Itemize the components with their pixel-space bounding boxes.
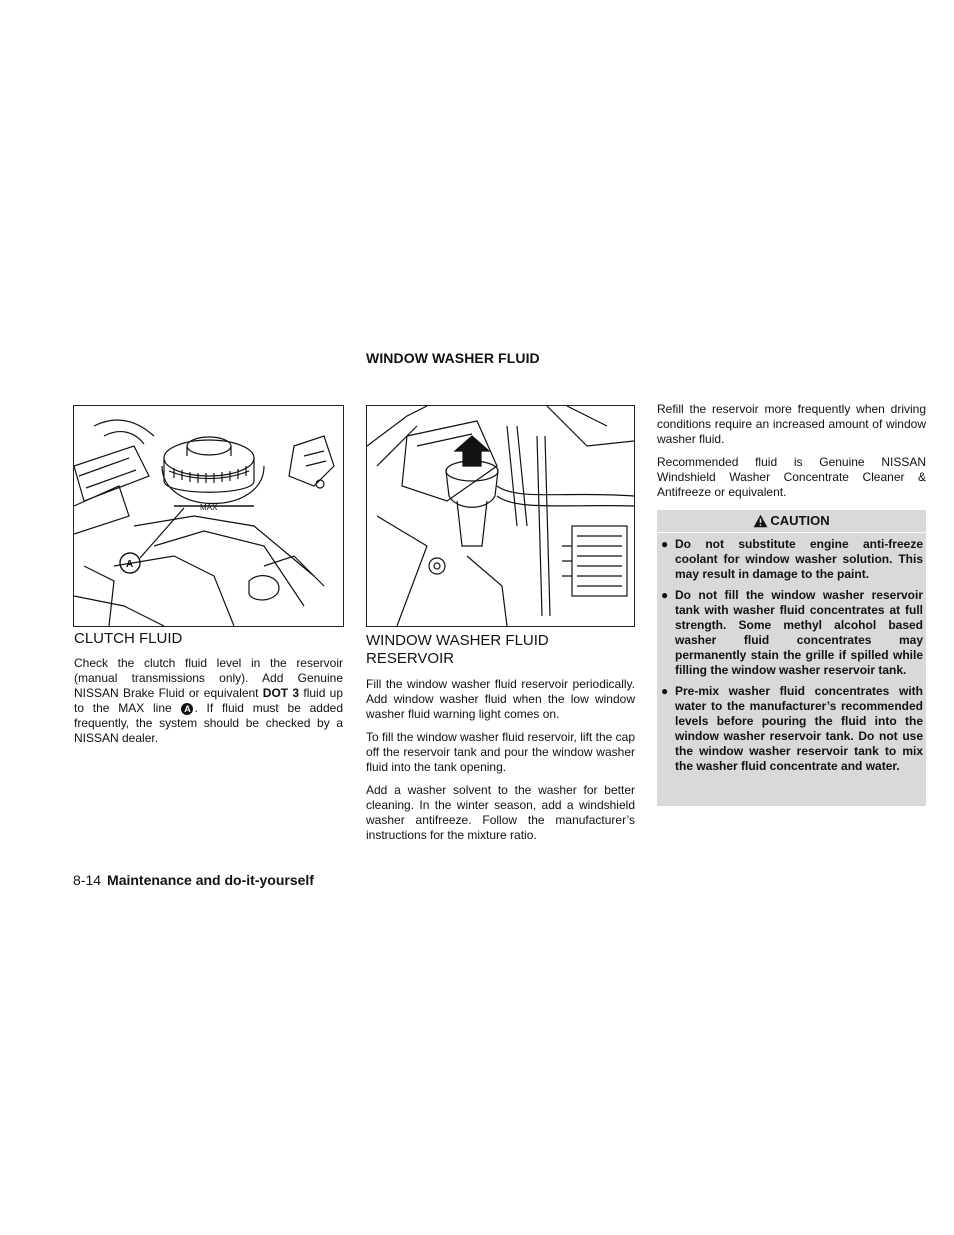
caution-item-text: Do not fill the window washer reservoir tank with washer fluid concentrates at full strength. Some methyl alcohol based washer fluid concentrates may permanently stain the grille if spilled while filling the window washer reservoir tank. xyxy=(675,588,923,677)
section-heading: WINDOW WASHER FLUID xyxy=(366,350,540,366)
caution-item xyxy=(661,684,923,774)
caution-item xyxy=(661,537,923,582)
washer-paragraph: Fill the window washer fluid reservoir periodically. Add window washer fluid when the low window washer fluid warning light comes on. xyxy=(366,677,635,721)
dot3-text: DOT 3 xyxy=(262,686,300,700)
clutch-body-post: . If fluid must be added frequently, the system should be checked by a NISSAN dealer. xyxy=(74,701,343,745)
caution-item xyxy=(661,588,923,678)
max-label: MAX xyxy=(200,503,218,512)
washer-reservoir-title: WINDOW WASHER FLUID RESERVOIR xyxy=(366,632,549,667)
caution-title: CAUTION xyxy=(770,513,830,528)
clutch-fluid-title: CLUTCH FLUID xyxy=(74,630,183,647)
caution-item-text: Do not substitute engine anti-freeze coolant for window washer solution. This may result in damage to the paint. xyxy=(675,537,923,581)
washer-reservoir-illustration xyxy=(366,405,635,627)
right-paragraph: Refill the reservoir more frequently when driving conditions require an increased amount of window washer fluid. xyxy=(657,402,926,446)
page-footer xyxy=(73,872,314,888)
clutch-reservoir-illustration xyxy=(73,405,344,627)
callout-a-ref: A xyxy=(181,703,193,715)
caution-header xyxy=(657,510,926,533)
clutch-body-pre: Check the clutch fluid level in the reservoir (manual transmissions only). Add Genuine NISSAN Brake Fluid or equivalent xyxy=(74,656,343,700)
right-paragraph: Recommended fluid is Genuine NISSAN Windshield Washer Concentrate Cleaner & Antifreeze or equivalent. xyxy=(657,455,926,499)
caution-list xyxy=(657,533,926,774)
caution-box xyxy=(657,510,926,806)
warning-triangle-icon xyxy=(753,514,768,528)
washer-reservoir-body xyxy=(366,677,635,843)
bullet-icon: ● xyxy=(661,537,669,551)
caution-item-text: Pre-mix washer fluid concentrates with water to the manufacturer’s recommended levels before pouring the fluid into the window washer reservoir tank. Do not use the window washer reservoir tank to mix the washer fluid concentrate and water. xyxy=(675,684,923,773)
page-number: 8-14 xyxy=(73,872,102,888)
callout-a: A xyxy=(126,559,134,570)
chapter-title: Maintenance and do-it-yourself xyxy=(107,872,314,888)
clutch-body-mid: fluid up to the MAX line xyxy=(74,686,343,715)
clutch-fluid-body xyxy=(74,656,343,746)
right-column-body xyxy=(657,402,926,500)
bullet-icon: ● xyxy=(661,588,669,602)
washer-paragraph: Add a washer solvent to the washer for better cleaning. In the winter season, add a windshield washer antifreeze. Follow the manufacturer’s instructions for the mixture ratio. xyxy=(366,783,635,842)
bullet-icon: ● xyxy=(661,684,669,698)
washer-paragraph: To fill the window washer fluid reservoir, lift the cap off the reservoir tank and pour the window washer fluid into the tank opening. xyxy=(366,730,635,774)
